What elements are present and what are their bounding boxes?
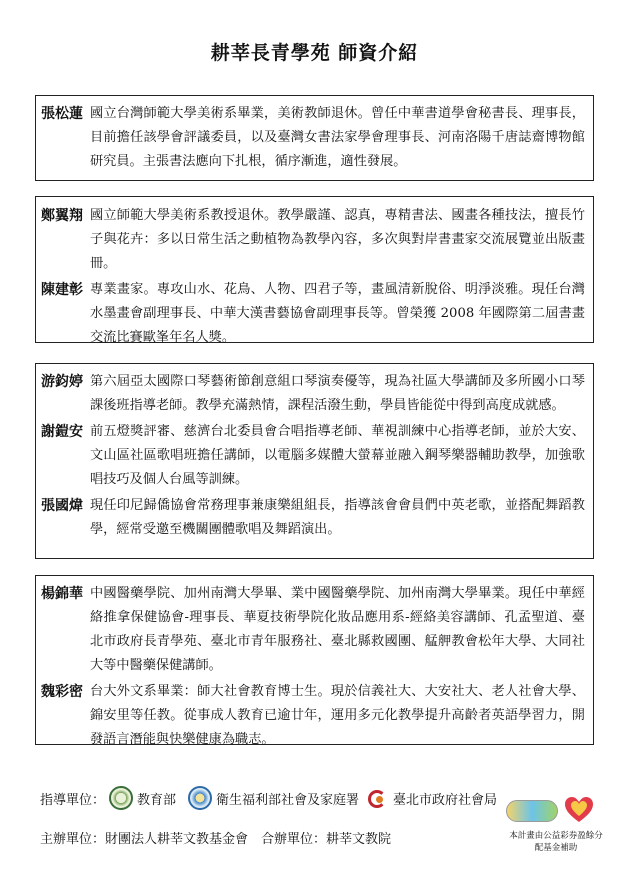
teacher-bio: 專業畫家。專攻山水、花鳥、人物、四君子等，畫風清新脫俗、明淨淡雅。現任台灣水墨畫會副理事長、中華大漢書藝協會副理事長等。曾榮獲 2008 年國際第二屆書畫交流比賽歐峯年名人獎。 [90,282,585,345]
teacher-bio: 第六屆亞太國際口琴藝術節創意組口琴演奏優等，現為社區大學講師及多所國小口琴課後班指導老師。教學充滿熱情，課程活潑生動，學員皆能從中得到高度成就感。 [90,374,585,413]
teacher-name: 魏彩密 [41,684,83,700]
teacher-name: 謝鎧安 [41,424,83,440]
teacher-entry [41,582,585,678]
teacher-entry [41,370,585,418]
teacher-bio: 國立師範大學美術系教授退休。教學嚴謹、認真，專精書法、國畫各種技法，擅長竹子與花卉：多以日常生活之動植物為教學內容，多次與對岸書畫家交流展覽並出版畫冊。 [90,208,585,271]
taipei-city-logo-icon [367,787,389,809]
teacher-group-health-language [35,575,594,745]
public-welfare-lottery-logo-icon [506,800,558,822]
teacher-name: 鄭翼翔 [41,208,83,224]
teacher-bio: 現任印尼歸僑協會常務理事兼康樂組組長，指導該會會員們中英老歌，並搭配舞蹈教學，經常受邀至機關團體歌唱及舞蹈演出。 [90,498,585,537]
sponsor-logos [506,796,606,824]
teacher-entry [41,278,585,350]
teacher-name: 陳建彰 [41,282,83,298]
teacher-name: 張國煒 [41,498,83,514]
guiding-unit-moe: 教育部 [137,792,177,808]
teacher-name: 游鈞婷 [41,374,83,390]
teacher-bio: 前五燈獎評審、慈濟台北委員會合唱指導老師、華視訓練中心指導老師，並於大安、文山區社區歌唱班擔任講師，以電腦多媒體大螢幕並融入鋼琴樂器輔助教學，加強歌唱技巧及個人台風等訓練。 [90,424,585,487]
guiding-unit-mohw: 衛生福利部社會及家庭署 [216,792,360,808]
teacher-group-music [35,363,594,559]
teacher-bio: 國立台灣師範大學美術系畢業，美術教師退休。曾任中華書道學會秘書長、理事長，目前擔任該學會評議委員，以及臺灣女書法家學會理事長、河南洛陽千唐誌齋博物館研究員。主張書法應向下扎根，循序漸進，適性發展。 [90,106,585,169]
heart-charity-logo-icon [564,796,594,824]
teacher-entry [41,204,585,276]
teacher-entry [41,102,585,174]
teacher-bio: 台大外文系畢業：師大社會教育博士生。現於信義社大、大安社大、老人社會大學、錦安里等任教。從事成人教育已逾廿年，運用多元化教學提升高齡者英語學習力，開發語言潛能與快樂健康為職志。 [90,684,585,747]
teacher-group-painting [35,196,594,343]
guiding-units [40,786,497,810]
health-welfare-seal-icon [188,786,212,810]
teacher-group-calligraphy [35,95,594,181]
host-units: 主辦單位：財團法人耕莘文教基金會 合辦單位：耕莘文教院 [40,832,392,847]
ministry-of-education-seal-icon [109,786,133,810]
guiding-units-label: 指導單位： [40,792,106,808]
teacher-name: 張松蓮 [41,106,83,122]
lottery-funding-note: 本計畫由公益彩券盈餘分配基金補助 [509,831,603,853]
teacher-entry [41,420,585,492]
teacher-entry [41,494,585,542]
teacher-bio: 中國醫藥學院、加州南灣大學畢、業中國醫藥學院、加州南灣大學畢業。現任中華經絡推拿保健協會-理事長、華夏技術學院化妝品應用系-經絡美容講師、孔孟聖道、臺北市政府長青學苑、臺北市青年服務社、臺北縣救國團、艋舺教會松年大學、大同社大等中醫藥保健講師。 [90,586,585,673]
teacher-entry [41,680,585,752]
teacher-name: 楊錦華 [41,586,83,602]
page-title: 耕莘長青學苑 師資介紹 [210,42,419,64]
guiding-unit-taipei: 臺北市政府社會局 [393,792,498,808]
